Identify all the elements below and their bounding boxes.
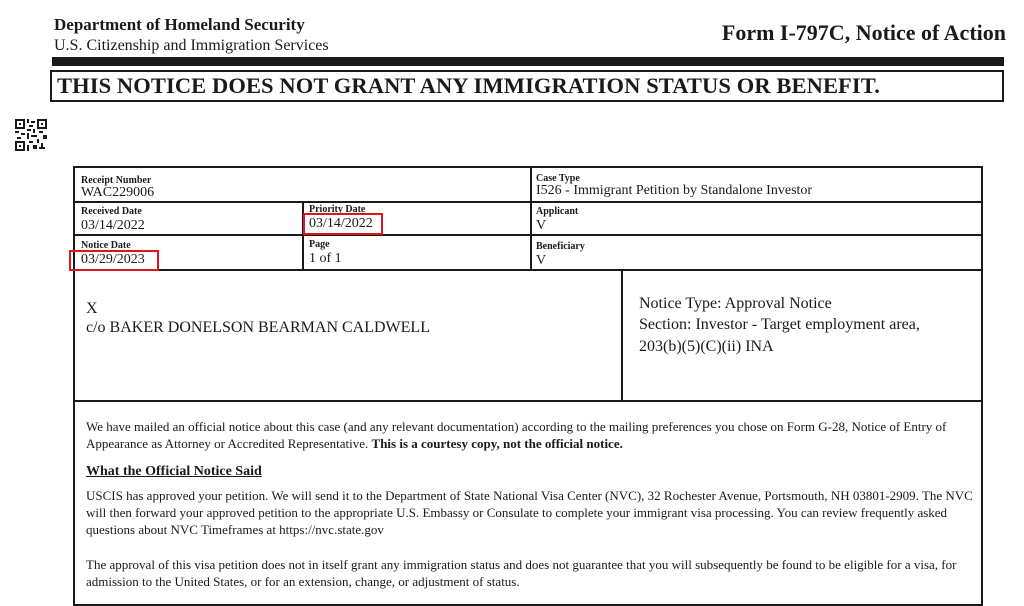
form-title: Form I-797C, Notice of Action xyxy=(721,20,1006,45)
beneficiary-value: V xyxy=(536,253,547,268)
header-rule xyxy=(52,57,1004,66)
courtesy-text: We have mailed an official notice about this case (and any relevant documentation) according to the mailing preferences you chose on Form G-28, Notice of Entry of Appearance as Attorney or Accredited Representative. xyxy=(86,419,947,451)
row-divider xyxy=(75,400,981,402)
addressee-care-of: c/o BAKER DONELSON BEARMAN CALDWELL xyxy=(86,319,430,336)
applicant-value: V xyxy=(536,218,547,233)
col-divider xyxy=(530,168,532,269)
col-divider xyxy=(302,201,304,269)
barcode-icon xyxy=(15,119,47,151)
notice-type: Notice Type: Approval Notice xyxy=(639,295,832,312)
notice-date-value: 03/29/2023 xyxy=(81,252,145,267)
priority-date-label: Priority Date xyxy=(309,204,366,215)
notice-date-highlight xyxy=(69,250,159,271)
page-label: Page xyxy=(309,239,330,250)
received-date-label: Received Date xyxy=(81,206,142,217)
col-divider xyxy=(621,269,623,400)
notice-date-label: Notice Date xyxy=(81,240,131,251)
beneficiary-label: Beneficiary xyxy=(536,241,585,252)
courtesy-bold-text: This is a courtesy copy, not the official notice. xyxy=(371,436,623,451)
addressee-name: X xyxy=(86,300,98,317)
agency-subname: U.S. Citizenship and Immigration Services xyxy=(54,37,329,54)
page-value: 1 of 1 xyxy=(309,251,342,266)
agency-name: Department of Homeland Security xyxy=(54,15,305,34)
priority-date-value: 03/14/2022 xyxy=(309,216,373,231)
receipt-number-label: Receipt Number xyxy=(81,175,152,186)
receipt-number-value: WAC229006 xyxy=(81,185,155,200)
approval-paragraph: USCIS has approved your petition. We will send it to the Department of State National Visa Center (NVC), 32 Rochester Avenue, Portsmouth, NH 03801-2909. The NVC will then forward your approved petition to the appropriate U.S. Embassy or Consulate to complete your immigrant visa processing. You can review frequently asked questions about NVC Timeframes at https://nvc.state.gov xyxy=(86,488,973,537)
case-type-value: I526 - Immigrant Petition by Standalone Investor xyxy=(536,183,813,198)
notice-section-code: 203(b)(5)(C)(ii) INA xyxy=(639,338,774,355)
priority-date-highlight xyxy=(303,213,383,235)
case-type-label: Case Type xyxy=(536,173,580,184)
received-date-value: 03/14/2022 xyxy=(81,218,145,233)
warning-banner: THIS NOTICE DOES NOT GRANT ANY IMMIGRATION STATUS OR BENEFIT. xyxy=(50,70,1004,102)
applicant-label: Applicant xyxy=(536,206,579,217)
notice-form-box xyxy=(73,166,983,606)
notice-section: Section: Investor - Target employment area, xyxy=(639,316,920,333)
section-heading: What the Official Notice Said xyxy=(86,464,262,479)
row-divider xyxy=(75,234,981,236)
row-divider xyxy=(75,201,981,203)
row-divider xyxy=(75,269,981,271)
disclaimer-paragraph: The approval of this visa petition does not in itself grant any immigration status and does not guarantee that you will subsequently be found to be eligible for a visa, for admission to the United States, or for an extension, change, or adjustment of status. xyxy=(86,557,957,589)
courtesy-paragraph xyxy=(86,418,966,452)
